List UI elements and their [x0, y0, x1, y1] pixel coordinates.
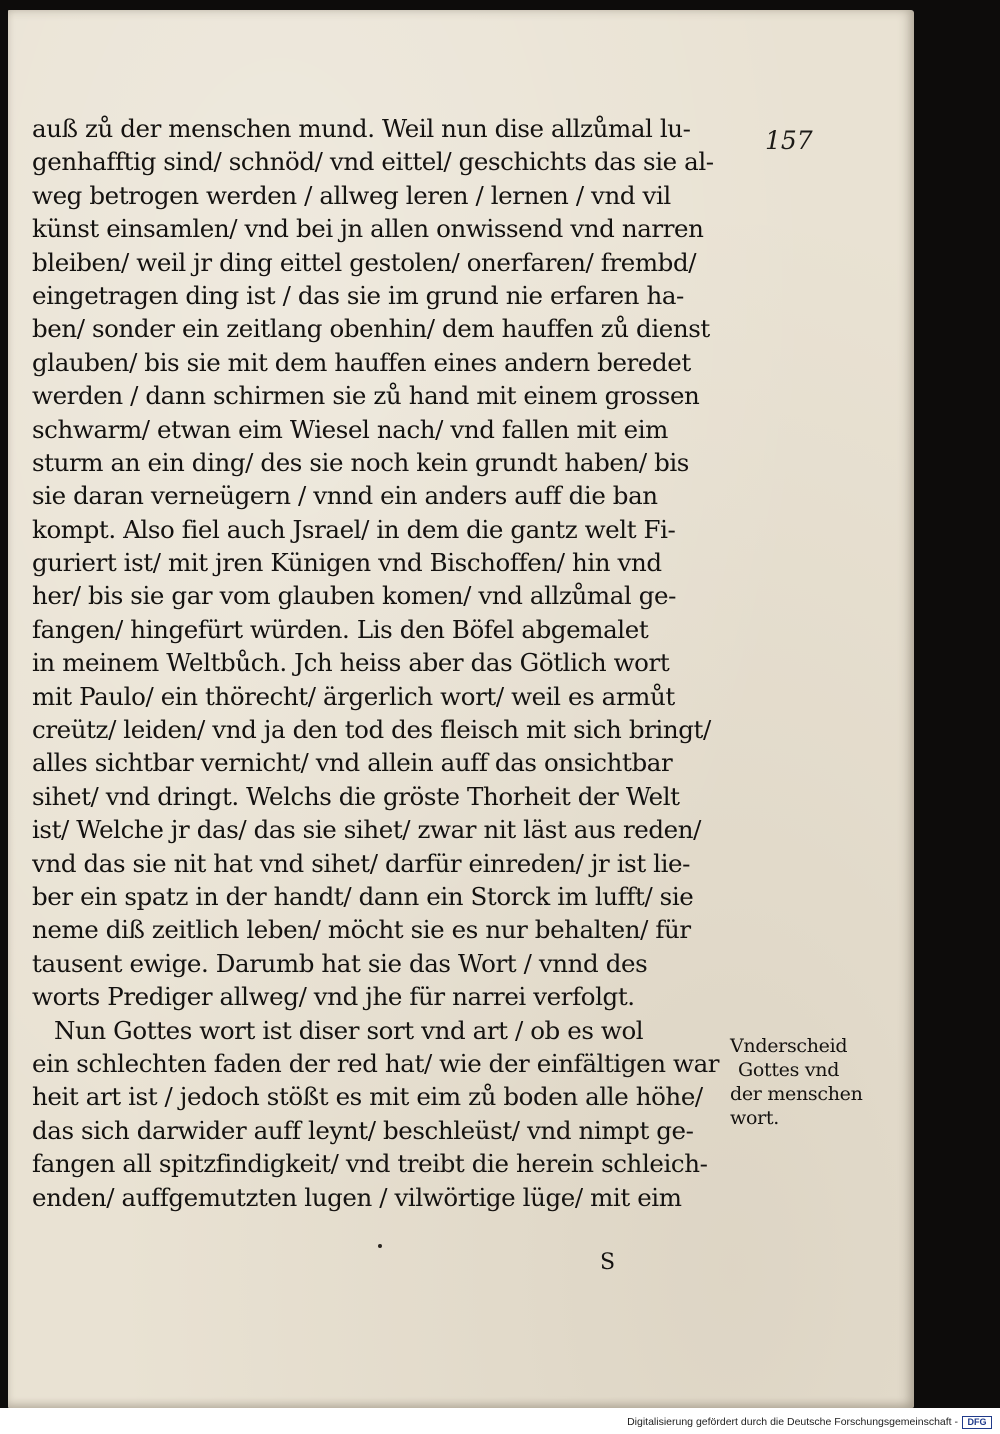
text-line: heit art ist / jedoch stößt es mit eim zů boden alle höhe/ — [32, 1082, 703, 1112]
text-line: mit Paulo/ ein thörecht/ ärgerlich wort/ weil es armůt — [32, 681, 675, 711]
text-line: creütz/ leiden/ vnd ja den tod des fleisch mit sich bringt/ — [32, 715, 711, 745]
text-line: ist/ Welche jr das/ das sie sihet/ zwar nit läst aus reden/ — [32, 815, 701, 845]
funding-notice: Digitalisierung gefördert durch die Deutsche Forschungsgemeinschaft - — [627, 1416, 958, 1428]
text-line: in meinem Weltbůch. Jch heiss aber das Götlich wort — [32, 648, 670, 678]
main-text-block — [32, 112, 732, 1214]
marginal-note-line: Gottes vnd — [738, 1059, 840, 1081]
text-line: tausent ewige. Darumb hat sie das Wort / vnnd des — [32, 948, 648, 978]
text-line: ber ein spatz in der handt/ dann ein Storck im lufft/ sie — [32, 881, 694, 911]
text-line: werden / dann schirmen sie zů hand mit einem grossen — [32, 381, 700, 411]
text-line: sihet/ vnd dringt. Welchs die gröste Thorheit der Welt — [32, 781, 680, 811]
text-line: neme diß zeitlich leben/ möcht sie es nur behalten/ für — [32, 915, 691, 945]
text-line: genhafftig sind/ schnöd/ vnd eittel/ geschichts das sie al- — [32, 147, 714, 177]
text-line: sie daran verneügern / vnnd ein anders auff die ban — [32, 481, 658, 511]
ink-dot — [378, 1244, 382, 1248]
text-line: enden/ auffgemutzten lugen / vilwörtige lüge/ mit eim — [32, 1182, 682, 1212]
marginal-note-line: wort. — [730, 1107, 779, 1129]
page-number: 157 — [765, 126, 813, 155]
text-line: ein schlechten faden der red hat/ wie der einfältigen war — [32, 1048, 720, 1078]
text-line: bleiben/ weil jr ding eittel gestolen/ onerfaren/ frembd/ — [32, 247, 697, 277]
paragraph-start-line: Nun Gottes wort ist diser sort vnd art / ob es wol — [54, 1015, 644, 1045]
text-line: fangen/ hingefürt würden. Lis den Böfel abgemalet — [32, 614, 649, 644]
text-line: auß zů der menschen mund. Weil nun dise allzůmal lu- — [32, 114, 691, 143]
marginal-note-line: Vnderscheid — [730, 1035, 848, 1057]
footer-bar — [0, 1408, 1000, 1434]
text-line: guriert ist/ mit jren Künigen vnd Bischoffen/ hin vnd — [32, 548, 662, 578]
text-line: glauben/ bis sie mit dem hauffen eines andern beredet — [32, 347, 691, 377]
text-line: fangen all spitzfindigkeit/ vnd treibt die herein schleich- — [32, 1149, 708, 1179]
marginal-note — [730, 1034, 900, 1130]
text-line: vnd das sie nit hat vnd sihet/ darfür einreden/ jr ist lie- — [32, 848, 691, 878]
signature-mark: S — [600, 1250, 616, 1275]
text-line: her/ bis sie gar vom glauben komen/ vnd allzůmal ge- — [32, 581, 676, 611]
text-line: eingetragen ding ist / das sie im grund nie erfaren ha- — [32, 280, 684, 310]
text-line: das sich darwider auff leynt/ beschleüst/ vnd nimpt ge- — [32, 1115, 694, 1145]
text-line: schwarm/ etwan eim Wiesel nach/ vnd fallen mit eim — [32, 414, 668, 444]
text-line: weg betrogen werden / allweg leren / lernen / vnd vil — [32, 180, 671, 210]
text-line: kompt. Also fiel auch Jsrael/ in dem die gantz welt Fi- — [32, 514, 676, 544]
text-line: künst einsamlen/ vnd bei jn allen onwissend vnd narren — [32, 214, 704, 244]
marginal-note-line: der menschen — [730, 1083, 863, 1105]
text-line: ben/ sonder ein zeitlang obenhin/ dem hauffen zů dienst — [32, 314, 710, 344]
text-line: worts Prediger allweg/ vnd jhe für narrei verfolgt. — [32, 982, 635, 1012]
text-line: sturm an ein ding/ des sie noch kein grundt haben/ bis — [32, 447, 689, 477]
text-line: alles sichtbar vernicht/ vnd allein auff das onsichtbar — [32, 748, 673, 778]
dfg-logo: DFG — [962, 1416, 992, 1429]
